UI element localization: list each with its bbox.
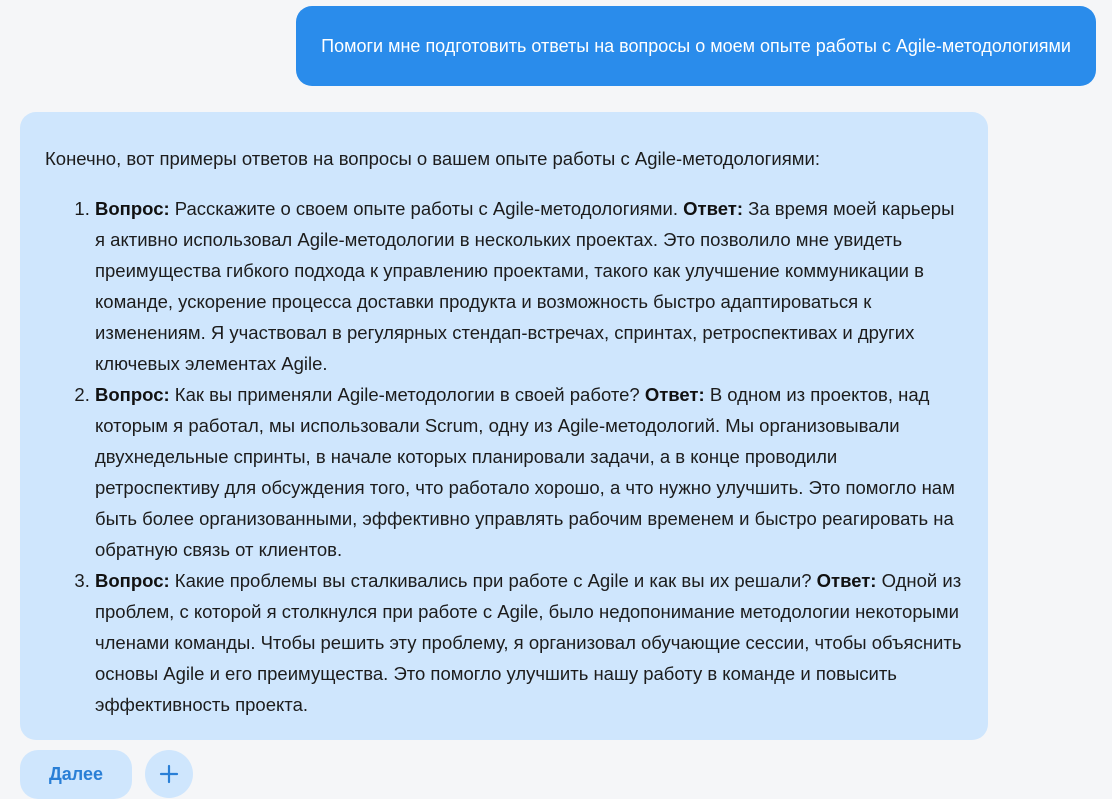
assistant-message-bubble — [20, 112, 988, 740]
question-text: Расскажите о своем опыте работы с Agile-методологиями. — [174, 198, 678, 219]
question-label: Вопрос: — [95, 198, 170, 219]
answer-label: Ответ: — [683, 198, 743, 219]
answer-text: В одном из проектов, над которым я работал, мы использовали Scrum, одну из Agile-методологий. Мы организовывали двухнедельные спринты, в начале которых планировали задачи, а в конце проводили ретроспективу для обсуждения того, что работало хорошо, а что нужно улучшить. Это помогло нам быть более организованными, эффективно управлять рабочим временем и быстро реагировать на обратную связь от клиентов. — [95, 384, 955, 560]
user-message-bubble — [296, 6, 1096, 86]
next-button-label: Далее — [48, 764, 104, 784]
plus-icon — [159, 764, 179, 784]
user-message-text: Помоги мне подготовить ответы на вопросы о моем опыте работы с Agile-методологиями — [321, 35, 1071, 56]
message-actions — [20, 750, 193, 799]
answer-label: Ответ: — [644, 384, 705, 405]
question-label: Вопрос: — [95, 570, 170, 591]
next-button[interactable] — [20, 750, 132, 799]
question-text: Какие проблемы вы сталкивались при работе с Agile и как вы их решали? — [174, 570, 812, 591]
list-item — [95, 565, 963, 720]
question-label: Вопрос: — [95, 384, 170, 405]
list-item — [95, 379, 963, 565]
answer-text: Одной из проблем, с которой я столкнулся при работе с Agile, было недопонимание методологии некоторыми членами команды. Чтобы решить эту проблему, я организовал обучающие сессии, чтобы объяснить основы Agile и его преимущества. Это помогло улучшить нашу работу в команде и повысить эффективность проекта. — [95, 570, 962, 715]
answers-list — [45, 193, 963, 720]
list-item — [95, 193, 963, 379]
assistant-intro-text: Конечно, вот примеры ответов на вопросы о вашем опыте работы с Agile-методологиями: — [45, 148, 820, 169]
answer-label: Ответ: — [816, 570, 877, 591]
answer-text: За время моей карьеры я активно использовал Agile-методологии в нескольких проектах. Это позволило мне увидеть преимущества гибкого подхода к управлению проектами, такого как улучшение коммуникации в команде, ускорение процесса доставки продукта и возможность быстро адаптироваться к изменениям. Я участвовал в регулярных стендап-встречах, спринтах, ретроспективах и других ключевых элементах Agile. — [95, 198, 955, 374]
add-button[interactable] — [145, 750, 193, 798]
question-text: Как вы применяли Agile-методологии в своей работе? — [174, 384, 640, 405]
